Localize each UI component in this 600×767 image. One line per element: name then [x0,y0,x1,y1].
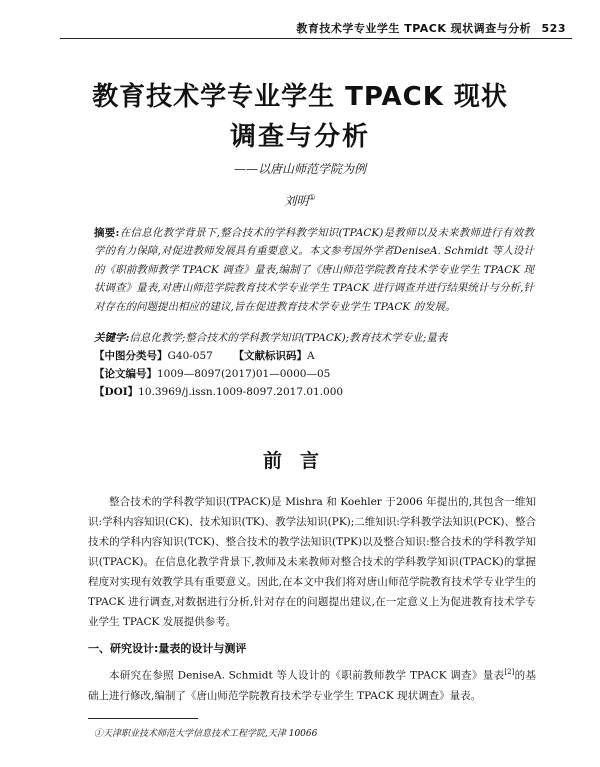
paper-title-line-2: 调查与分析 [229,122,370,152]
page-number: 523 [541,22,566,35]
research-design-text-2: 的基础上进行修改,编制了《唐山师范学院教育技术学专业学生 TPACK 现状调查》量表。 [88,669,537,702]
clc-label: 【中图分类号】 [94,350,168,362]
abstract-text: 在信息化教学背景下,整合技术的学科教学知识(TPACK)是教师以及未来教师进行有效教学的有力保障,对促进教师发展具有重要意义。本文参考国外学者DeniseA. Schmidt 等人设计的《职前教师教学 TPACK 调查》量表,编制了《唐山师范学院教育技术学专业学生 TPACK 现状调查》量表,对唐山师范学院教育技术学专业学生 TPACK 进行调查并进行结果统计与分析,针对存在的问题提出相应的建议,旨在促进教育技术学专业学生 TPACK 的发展。 [94,227,534,313]
abstract-label: 摘要: [94,227,120,239]
keywords-text: 信息化教学;整合技术的学科教学知识(TPACK);教育技术学专业;量表 [129,332,448,344]
doi-label: 【DOI】 [94,386,139,398]
preface-paragraph: 整合技术的学科教学知识(TPACK)是 Mishra 和 Koehler 于2006 年提出的,其包含一维知识:学科内容知识(CK)、技术知识(TK)、教学法知识(PK);二维知识:学科教学法知识(PCK)、整合技术的学科内容知识(TCK)、整合技术的教学法知识(TPK)以及整合知识:整合技术的学科教学知识(TPACK)。在信息化教学背景下,教师及未来教师对整合技术的学科教学知识(TPACK)的掌握程度对实现有效教学具有重要意义。因此,在本文中我们将对唐山师范学院教育技术学专业学生的 TPACK 进行调查,对数据进行分析,针对存在的问题提出建议,在一定意义上为促进教育技术学专业学生 TPACK 发展提供参考。 [88,496,536,628]
paper-title-line-1: 教育技术学专业学生 TPACK 现状 [92,82,508,112]
running-title: 教育技术学专业学生 TPACK 现状调查与分析 [296,22,532,35]
footnote-rule [88,718,198,719]
author-footnote-mark: ① [308,193,316,202]
author-name: 刘明 [284,194,309,208]
paper-subtitle: ——以唐山师范学院为例 [233,162,366,176]
clc-value: G40-057 [167,350,213,362]
keywords [94,330,534,347]
research-design-body [88,662,536,706]
section-heading-preface: 前言 [262,450,337,472]
doc-code-value: A [307,350,315,362]
research-design-paragraph [88,662,536,706]
classification-line [94,348,534,365]
author-line [0,192,600,209]
running-header [296,20,566,36]
section-heading-research-design: 一、研究设计:量表的设计与测评 [88,642,247,655]
keywords-label: 关键字: [94,332,130,344]
article-number-line [94,366,534,383]
header-rule [60,38,572,39]
doc-code-label: 【文献标识码】 [233,350,308,362]
article-number-value: 1009—8097(2017)01—0000—05 [157,368,331,380]
article-number-label: 【论文编号】 [94,368,157,380]
doi-line [94,384,534,401]
citation-marker: [2] [504,668,515,676]
abstract [94,224,534,316]
footnote: ①天津职业技术师范大学信息技术工程学院,天津 10066 [94,729,318,739]
research-design-text-1: 本研究在参照 DeniseA. Schmidt 等人设计的《职前教师教学 TPACK 调查》量表 [109,669,505,682]
preface-body [88,492,536,632]
doi-value: 10.3969/j.issn.1009-8097.2017.01.000 [138,386,344,398]
